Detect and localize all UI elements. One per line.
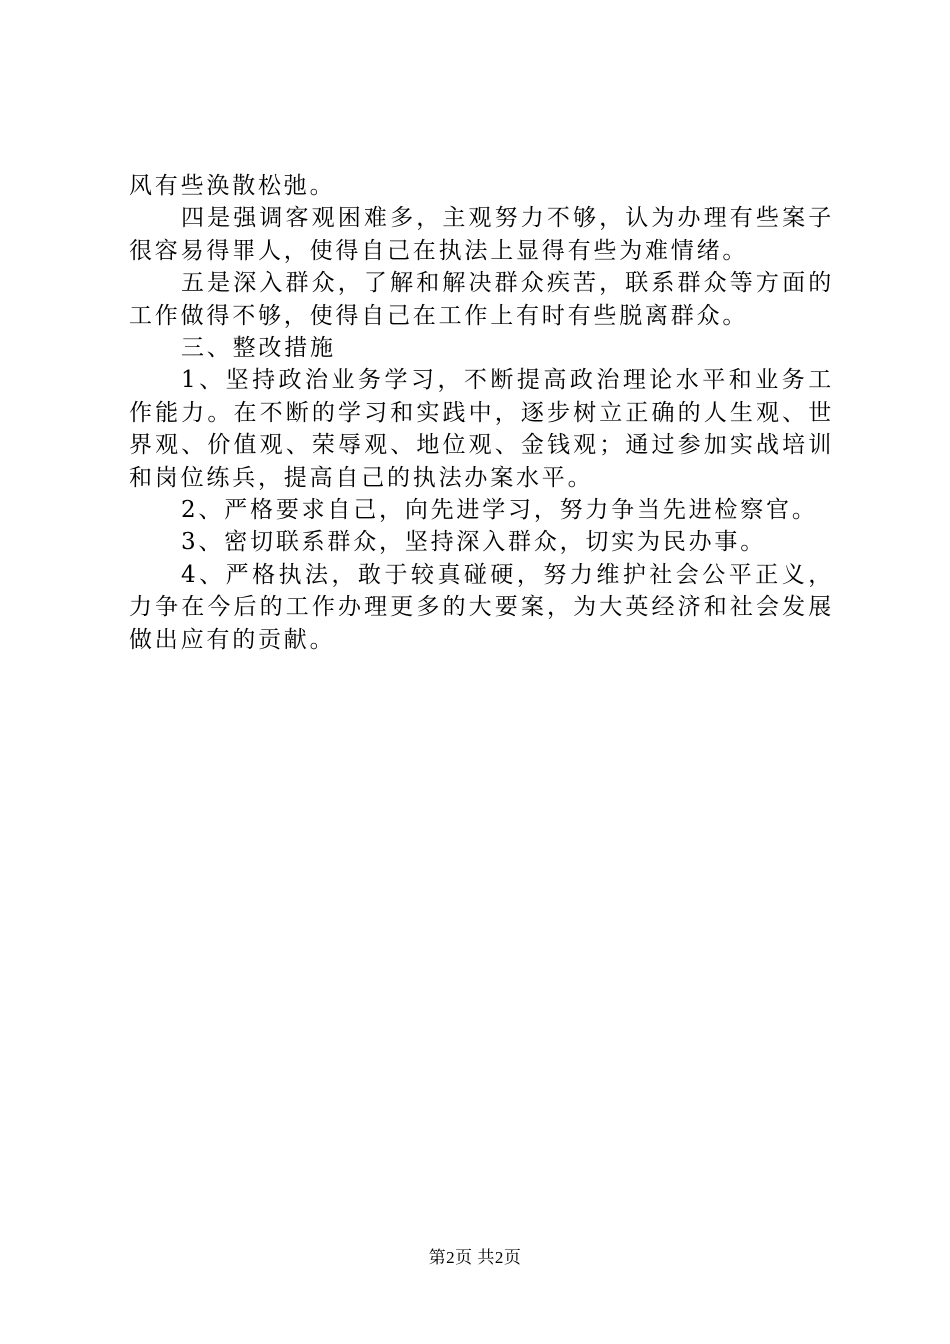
measure-item-4: 4、严格执法，敢于较真碰硬，努力维护社会公平正义，力争在今后的工作办理更多的大要案，为大英经济和社会发展做出应有的贡献。 bbox=[129, 561, 834, 653]
measure-item-1: 1、坚持政治业务学习，不断提高政治理论水平和业务工作能力。在不断的学习和实践中，逐步树立正确的人生观、世界观、价值观、荣辱观、地位观、金钱观；通过参加实战培训和岗位练兵，提高自己的执法办案水平。 bbox=[129, 367, 834, 491]
paragraph-point-five: 五是深入群众，了解和解决群众疾苦，联系群众等方面的工作做得不够，使得自己在工作上有时有些脱离群众。 bbox=[129, 270, 834, 329]
paragraph-continuation: 风有些涣散松弛。 bbox=[129, 173, 336, 199]
measure-item-2: 2、严格要求自己，向先进学习，努力争当先进检察官。 bbox=[181, 497, 818, 524]
paragraph-point-four: 四是强调客观困难多，主观努力不够，认为办理有些案子很容易得罪人，使得自己在执法上显得有些为难情绪。 bbox=[129, 205, 834, 264]
page-number-footer: 第2页 共2页 bbox=[428, 1248, 522, 1267]
section-heading-rectification: 三、整改措施 bbox=[181, 335, 336, 362]
document-body bbox=[129, 170, 834, 656]
measure-item-3: 3、密切联系群众，坚持深入群众，切实为民办事。 bbox=[181, 529, 767, 556]
